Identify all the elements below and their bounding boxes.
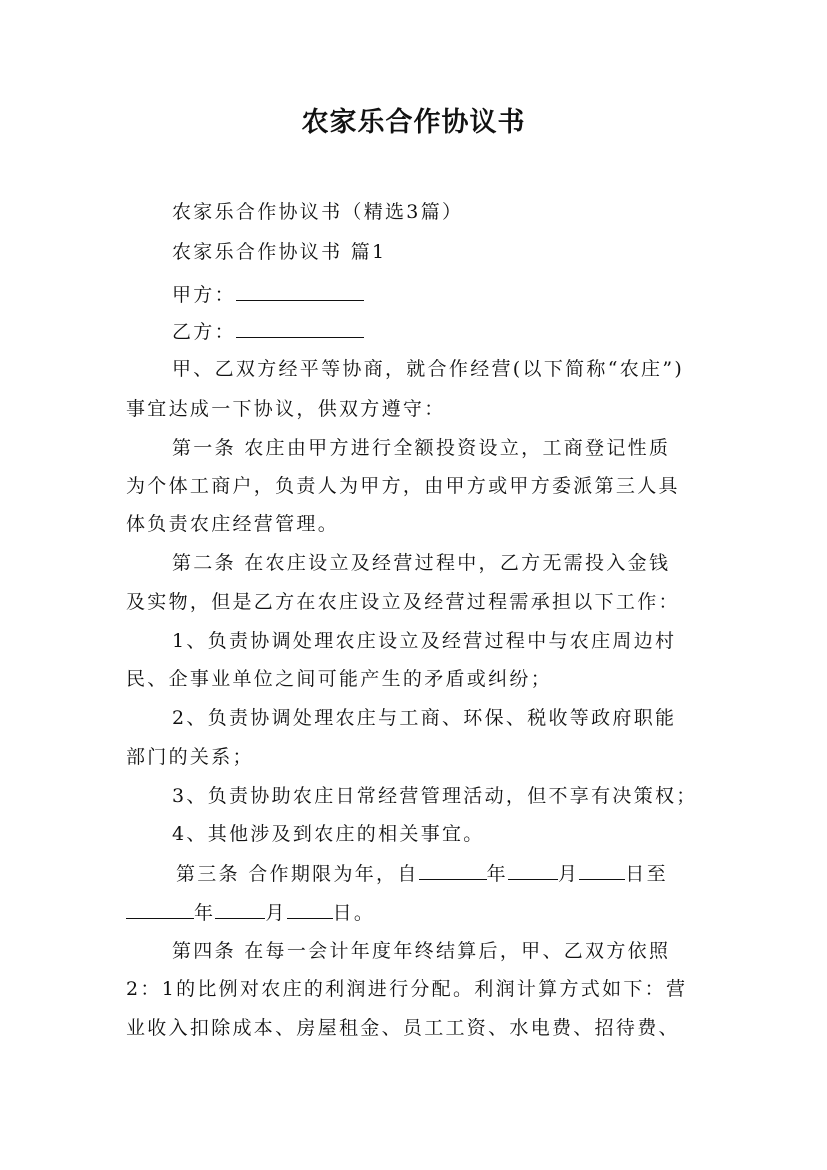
paragraph-line: 2、负责协调处理农庄与工商、环保、税收等政府职能 xyxy=(172,707,677,729)
paragraph-line: 3、负责协助农庄日常经营管理活动，但不享有决策权； xyxy=(172,785,698,807)
party-a-label: 甲方： xyxy=(172,284,236,306)
paragraph-line: 部门的关系； xyxy=(126,746,254,768)
day-blank xyxy=(287,900,333,919)
party-a-line xyxy=(172,282,364,307)
paragraph-line: 体负责农庄经营管理。 xyxy=(126,513,340,535)
month-blank xyxy=(508,861,558,880)
term-text: 月 xyxy=(557,863,580,885)
paragraph-line: 甲、乙双方经平等协商，就合作经营(以下简称“农庄”) xyxy=(172,358,685,380)
paragraph-line: 事宜达成一下协议，供双方遵守： xyxy=(126,398,446,420)
party-b-label: 乙方： xyxy=(172,321,236,343)
paragraph-line: 及实物，但是乙方在农庄设立及经营过程需承担以下工作： xyxy=(126,591,680,613)
day-blank xyxy=(579,861,625,880)
paragraph-line: 为个体工商户，负责人为甲方，由甲方或甲方委派第三人具 xyxy=(126,475,680,497)
year-blank xyxy=(419,861,487,880)
year-blank xyxy=(126,900,194,919)
term-text: 第三条 合作期限为年，自 xyxy=(176,863,419,885)
paragraph-line: 民、企事业单位之间可能产生的矛盾或纠纷； xyxy=(126,668,553,690)
document-title: 农家乐合作协议书 xyxy=(301,107,526,138)
term-line-1 xyxy=(176,861,668,886)
term-line-2 xyxy=(126,900,375,925)
term-text: 月 xyxy=(265,902,287,924)
term-text: 日。 xyxy=(332,902,376,924)
paragraph-line: 第二条 在农庄设立及经营过程中，乙方无需投入金钱 xyxy=(172,552,671,574)
paragraph-line: 业收入扣除成本、房屋租金、员工工资、水电费、招待费、 xyxy=(126,1017,680,1039)
paragraph-line: 2：1的比例对农庄的利润进行分配。利润计算方式如下：营 xyxy=(126,978,688,1000)
party-b-blank xyxy=(236,319,364,338)
term-text: 年 xyxy=(486,863,508,885)
term-text: 日至 xyxy=(625,863,668,885)
party-b-line xyxy=(172,319,364,344)
month-blank xyxy=(215,900,265,919)
section-heading: 农家乐合作协议书 篇1 xyxy=(172,241,387,263)
paragraph-line: 1、负责协调处理农庄设立及经营过程中与农庄周边村 xyxy=(172,630,677,652)
paragraph-line: 第四条 在每一会计年度年终结算后，甲、乙双方依照 xyxy=(172,940,671,962)
party-a-blank xyxy=(236,282,364,301)
term-text: 年 xyxy=(194,902,216,924)
subtitle-line: 农家乐合作协议书（精选3篇） xyxy=(172,201,464,223)
paragraph-line: 4、其他涉及到农庄的相关事宜。 xyxy=(172,823,485,845)
paragraph-line: 第一条 农庄由甲方进行全额投资设立，工商登记性质 xyxy=(172,437,671,459)
